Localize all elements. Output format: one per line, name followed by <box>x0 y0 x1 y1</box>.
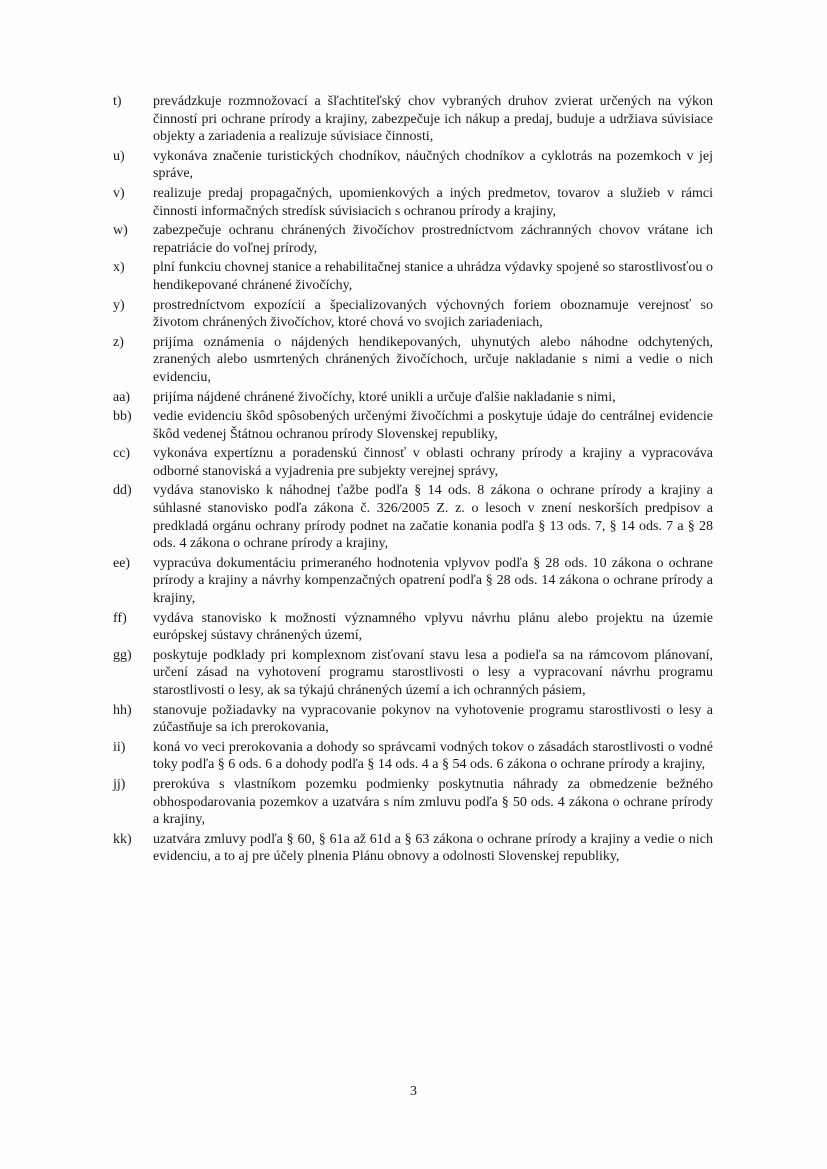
list-item <box>113 555 713 608</box>
list-item-text: realizuje predaj propagačných, upomienkových a iných predmetov, tovarov a služieb v rámci činnosti informačných stredísk súvisiacich s ochranou prírody a krajiny, <box>153 185 713 219</box>
list-item <box>113 148 713 183</box>
list-item <box>113 185 713 220</box>
list-item <box>113 334 713 387</box>
list-item-text: vedie evidenciu škôd spôsobených určenými živočíchmi a poskytuje údaje do centrálnej evidencie škôd vedenej Štátnou ochranou prírody Slovenskej republiky, <box>153 409 713 442</box>
list-item-marker: v) <box>113 185 125 201</box>
list-item-marker: ee) <box>113 555 131 571</box>
list-item-text: uzatvára zmluvy podľa § 60, § 61a až 61d a § 63 zákona o ochrane prírody a krajiny a vedie o nich evidenciu, a to aj pre účely plnenia Plánu obnovy a odolnosti Slovenskej republiky, <box>153 831 713 865</box>
list-item-marker: hh) <box>113 702 132 718</box>
list-item <box>113 445 713 480</box>
list-item-marker: x) <box>113 260 125 276</box>
list-item-marker: gg) <box>113 647 132 663</box>
list-item-marker: y) <box>113 297 125 313</box>
list-item-marker: u) <box>113 148 125 164</box>
list-item-text: prerokúva s vlastníkom pozemku podmienky poskytnutia náhrady za obmedzenie bežného obhospodarovania pozemkov a uzatvára s ním zmluvu podľa § 50 ods. 4 zákona o ochrane prírody a krajiny, <box>153 776 713 828</box>
list-item <box>113 702 713 737</box>
list-item <box>113 297 713 332</box>
list-item-marker: kk) <box>113 831 132 847</box>
page-number: 3 <box>410 1084 417 1099</box>
list-item <box>113 610 713 645</box>
list-item-text: vykonáva expertíznu a poradenskú činnosť v oblasti ochrany prírody a krajiny a vypracováva odborné stanoviská a vyjadrenia pre subjekty verejnej správy, <box>153 446 713 479</box>
list-item-text: prijíma oznámenia o nájdených hendikepovaných, uhynutých alebo náhodne odchytených, zranených alebo usmrtených chránených živočíchoch, určuje nakladanie s nimi a vedie o nich evidenciu, <box>153 334 713 385</box>
list-item <box>113 389 713 407</box>
list-item <box>113 739 713 774</box>
list-item-marker: aa) <box>113 389 131 405</box>
list-item-text: koná vo veci prerokovania a dohody so správcami vodných tokov o zásadách starostlivosti o vodné toky podľa § 6 ods. 6 a dohody podľa § 14 ods. 4 a § 54 ods. 6 zákona o ochrane prírody a krajiny, <box>153 739 713 773</box>
list-item-text: plní funkciu chovnej stanice a rehabilitačnej stanice a uhrádza výdavky spojené so starostlivosťou o hendikepované chránené živočíchy, <box>153 260 713 293</box>
list-item-text: vydáva stanovisko k náhodnej ťažbe podľa § 14 ods. 8 zákona o ochrane prírody a krajiny a súhlasné stanovisko podľa zákona č. 326/2005 Z. z. o lesoch v znení neskorších predpisov a predkladá orgánu ochrany prírody podnet na začatie konania podľa § 13 ods. 7, § 14 ods. 7 a § 28 ods. 4 zákona o ochrane prírody a krajiny, <box>153 483 713 552</box>
list-item <box>113 222 713 257</box>
list-item <box>113 482 713 552</box>
list-item <box>113 647 713 700</box>
list-item-marker: z) <box>113 334 124 350</box>
provision-list <box>113 93 713 868</box>
list-item-marker: jj) <box>113 776 126 792</box>
list-item <box>113 259 713 294</box>
list-item <box>113 776 713 829</box>
list-item-marker: dd) <box>113 483 132 499</box>
list-item-marker: ff) <box>113 610 127 626</box>
list-item-marker: bb) <box>113 409 132 425</box>
list-item-text: vypracúva dokumentáciu primeraného hodnotenia vplyvov podľa § 28 ods. 10 zákona o ochrane prírody a krajiny a návrhy kompenzačných opatrení podľa § 28 ods. 14 zákona o ochrane prírody a krajiny, <box>153 555 713 607</box>
list-item-text: prostredníctvom expozícií a špecializovaných výchovných foriem oboznamuje verejnosť so životom chránených živočíchov, ktoré chová vo svojich zariadeniach, <box>153 297 713 331</box>
list-item-text: stanovuje požiadavky na vypracovanie pokynov na vyhotovenie programu starostlivosti o lesy a zúčastňuje sa ich prerokovania, <box>153 702 713 736</box>
list-item-text: prijíma nájdené chránené živočíchy, ktoré unikli a určuje ďalšie nakladanie s nimi, <box>153 389 616 405</box>
list-item-marker: t) <box>113 94 122 109</box>
list-item <box>113 831 713 866</box>
list-item-text: vykonáva značenie turistických chodníkov, náučných chodníkov a cyklotrás na pozemkoch v jej správe, <box>153 148 713 182</box>
list-item-text: zabezpečuje ochranu chránených živočíchov prostredníctvom záchranných chovov vrátane ich repatriácie do voľnej prírody, <box>153 223 713 256</box>
list-item-text: prevádzkuje rozmnožovací a šľachtiteľský chov vybraných druhov zvierat určených na výkon činností pri ochrane prírody a krajiny, zabezpečuje ich nákup a predaj, buduje a udržiava súvisiace objekty a zariadenia a realizuje súvisiace činnosti, <box>153 94 713 145</box>
list-item-marker: cc) <box>113 446 131 462</box>
list-item-text: vydáva stanovisko k možnosti významného vplyvu návrhu plánu alebo projektu na územie európskej sústavy chránených území, <box>153 610 713 644</box>
list-item <box>113 93 713 146</box>
list-item-marker: ii) <box>113 739 126 755</box>
list-item <box>113 408 713 443</box>
list-item-marker: w) <box>113 223 128 239</box>
list-item-text: poskytuje podklady pri komplexnom zisťovaní stavu lesa a podieľa sa na rámcovom plánovaní, určení zásad na vyhotovení programu starostlivosti o lesy a vypracovaní návrhu programu starostlivosti o lesy, ak sa týkajú chránených území a ich ochranných pásiem, <box>153 647 713 698</box>
